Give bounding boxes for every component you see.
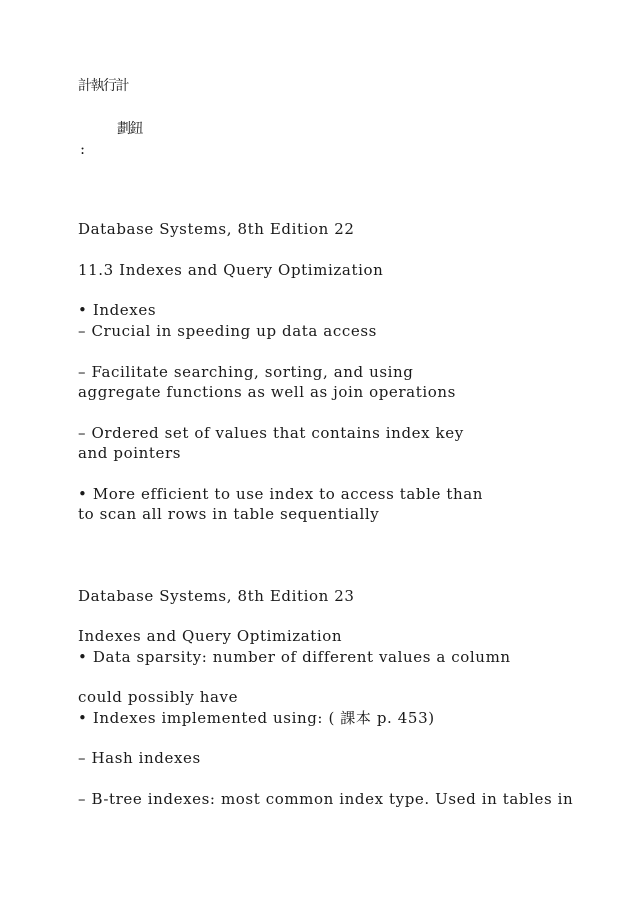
bullet-indexes-implemented: • Indexes implemented using: ( 課本 p. 453) (78, 709, 435, 727)
header-line-3: : (80, 140, 86, 158)
sub-ordered-set: – Ordered set of values that contains index key (78, 424, 464, 442)
header-line-1: 計執行計 (78, 78, 128, 94)
sub-hash-indexes: – Hash indexes (78, 749, 201, 767)
bullet-more-efficient: • More efficient to use index to access table than (78, 485, 484, 503)
slide-title-indexes: Indexes and Query Optimization (78, 627, 343, 645)
sub-facilitate-cont: aggregate functions as well as join operations (78, 383, 456, 401)
sub-btree-indexes: – B-tree indexes: most common index type. Used in tables in (78, 790, 574, 808)
sub-ordered-set-cont: and pointers (78, 444, 182, 462)
slide-footer-22: Database Systems, 8th Edition 22 (78, 220, 355, 238)
sub-crucial: – Crucial in speeding up data access (78, 322, 377, 340)
bullet-data-sparsity: • Data sparsity: number of different values a column (78, 648, 511, 666)
bullet-more-efficient-cont: to scan all rows in table sequentially (78, 505, 380, 523)
slide-title-11-3: 11.3 Indexes and Query Optimization (78, 261, 384, 279)
bullet-indexes: • Indexes (78, 301, 157, 319)
slide-footer-23: Database Systems, 8th Edition 23 (78, 587, 355, 605)
sub-facilitate: – Facilitate searching, sorting, and using (78, 363, 414, 381)
bullet-data-sparsity-cont: could possibly have (78, 688, 239, 706)
header-line-2: 劃鈕 (117, 121, 142, 137)
